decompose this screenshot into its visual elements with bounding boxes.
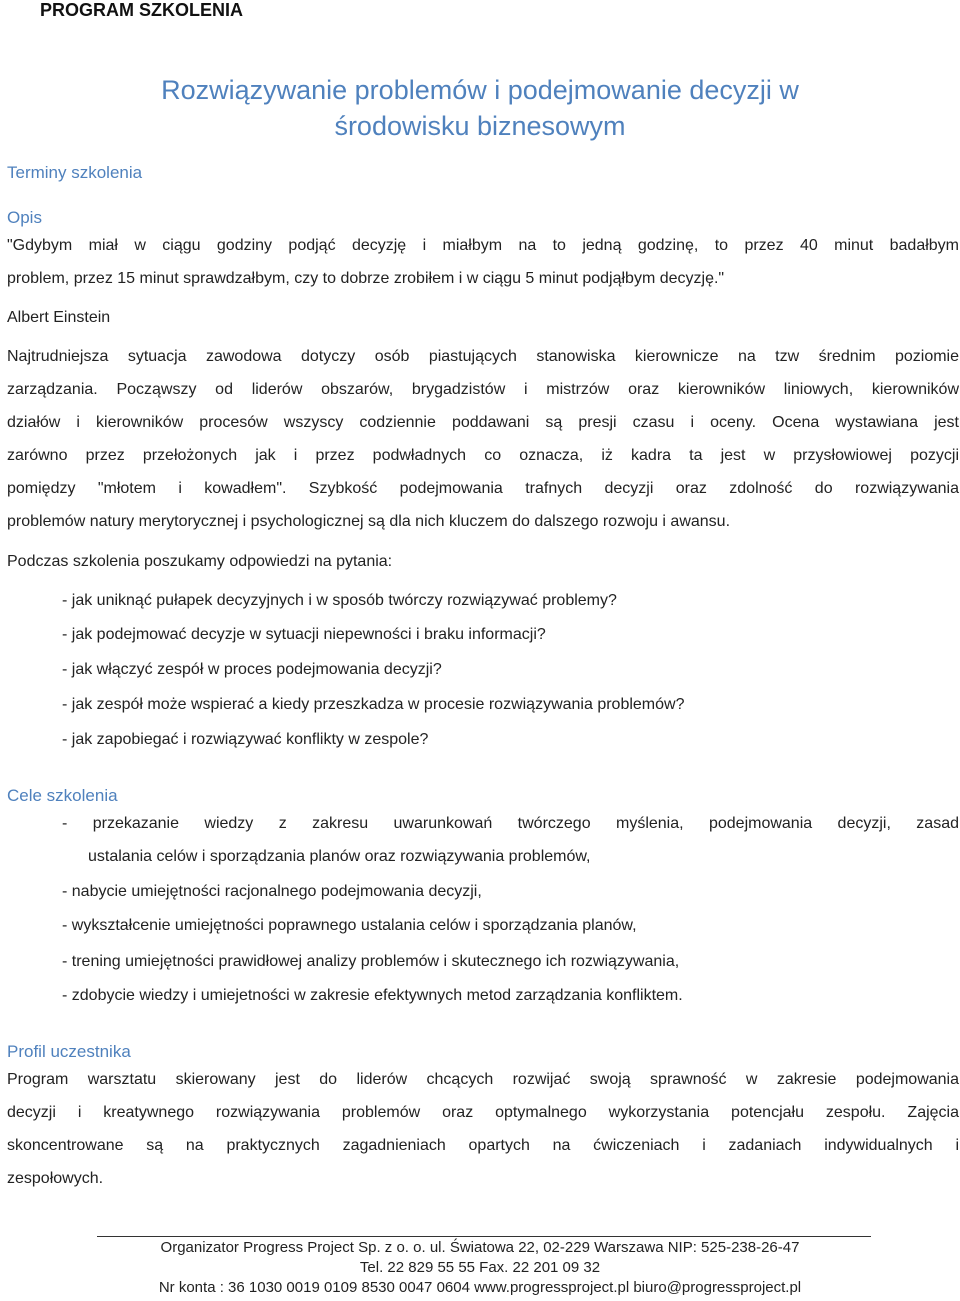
document-title (0, 72, 960, 144)
paragraph-line: pomiędzy "młotem i kowadłem". Szybkość podejmowania trafnych decyzji oraz zdolność do rozwiązywania (7, 480, 959, 497)
paragraph-line: skoncentrowane są na praktycznych zagadnieniach opartych na ćwiczeniach i zadaniach indywidualnych i (7, 1137, 959, 1154)
section-goals-heading: Cele szkolenia (7, 786, 118, 805)
list-item: - jak włączyć zespół w proces podejmowania decyzji? (62, 661, 442, 678)
title-line-1: Rozwiązywanie problemów i podejmowanie decyzji w (161, 75, 799, 105)
section-terms-heading: Terminy szkolenia (7, 163, 143, 182)
page-header: PROGRAM SZKOLENIA (40, 0, 244, 20)
quote-line: "Gdybym miał w ciągu godziny podjąć decyzję i miałbym na to jedną godzinę, to przez 40 minut badałbym (7, 237, 959, 254)
list-item: - jak zapobiegać i rozwiązywać konflikty w zespole? (62, 731, 429, 748)
section-description-heading: Opis (7, 208, 42, 227)
questions-intro: Podczas szkolenia poszukamy odpowiedzi na pytania: (7, 553, 393, 570)
footer-rule (97, 1236, 871, 1237)
quote-author: Albert Einstein (7, 309, 111, 326)
paragraph-line: działów i kierowników procesów wszyscy codziennie poddawani są presji czasu i oceny. Ocena wystawiana jest (7, 414, 959, 431)
quote-line: problem, przez 15 minut sprawdzałbym, czy to dobrze zrobiłem i w ciągu 5 minut podjąłbym decyzję." (7, 270, 725, 287)
list-item: - nabycie umiejętności racjonalnego podejmowania decyzji, (62, 883, 482, 900)
section-profile-heading: Profil uczestnika (7, 1042, 131, 1061)
title-line-2: środowisku biznesowym (334, 111, 626, 141)
paragraph-line: zespołowych. (7, 1170, 104, 1187)
footer-account: Nr konta : 36 1030 0019 0109 8530 0047 0604 www.progressproject.pl biuro@progressproject.pl (158, 1279, 802, 1296)
list-item: - jak podejmować decyzje w sytuacji niepewności i braku informacji? (62, 626, 546, 643)
paragraph-line: Program warsztatu skierowany jest do liderów chcących rozwijać swoją sprawność w zakresie podejmowania (7, 1071, 959, 1088)
paragraph-line: decyzji i kreatywnego rozwiązywania problemów oraz optymalnego wykorzystania potencjału zespołu. Zajęcia (7, 1104, 959, 1121)
list-item: - zdobycie wiedzy i umiejetności w zakresie efektywnych metod zarządzania konfliktem. (62, 987, 683, 1004)
list-item: - wykształcenie umiejętności poprawnego ustalania celów i sporządzania planów, (62, 917, 637, 934)
footer-organizer: Organizator Progress Project Sp. z o. o. ul. Światowa 22, 02-229 Warszawa NIP: 525-238-26-47 (160, 1239, 800, 1256)
list-item-continuation: ustalania celów i sporządzania planów oraz rozwiązywania problemów, (88, 848, 591, 865)
paragraph-line: zarządzania. Począwszy od liderów obszarów, brygadzistów i mistrzów oraz kierowników liniowych, kierowników (7, 381, 959, 398)
footer-phone: Tel. 22 829 55 55 Fax. 22 201 09 32 (359, 1259, 601, 1276)
paragraph-line: problemów natury merytorycznej i psychologicznej są dla nich kluczem do dalszego rozwoju i awansu. (7, 513, 731, 530)
list-item: - przekazanie wiedzy z zakresu uwarunkowań twórczego myślenia, podejmowania decyzji, zasad (62, 815, 959, 832)
list-item: - jak uniknąć pułapek decyzyjnych i w sposób twórczy rozwiązywać problemy? (62, 592, 617, 609)
list-item: - trening umiejętności prawidłowej analizy problemów i skutecznego ich rozwiązywania, (62, 953, 680, 970)
paragraph-line: Najtrudniejsza sytuacja zawodowa dotyczy osób piastujących stanowiska kierownicze na tzw średnim poziomie (7, 348, 959, 365)
paragraph-line: zarówno przez przełożonych jak i przez podwładnych co oznacza, iż kadra ta jest w przysłowiowej pozycji (7, 447, 959, 464)
list-item: - jak zespół może wspierać a kiedy przeszkadza w procesie rozwiązywania problemów? (62, 696, 685, 713)
